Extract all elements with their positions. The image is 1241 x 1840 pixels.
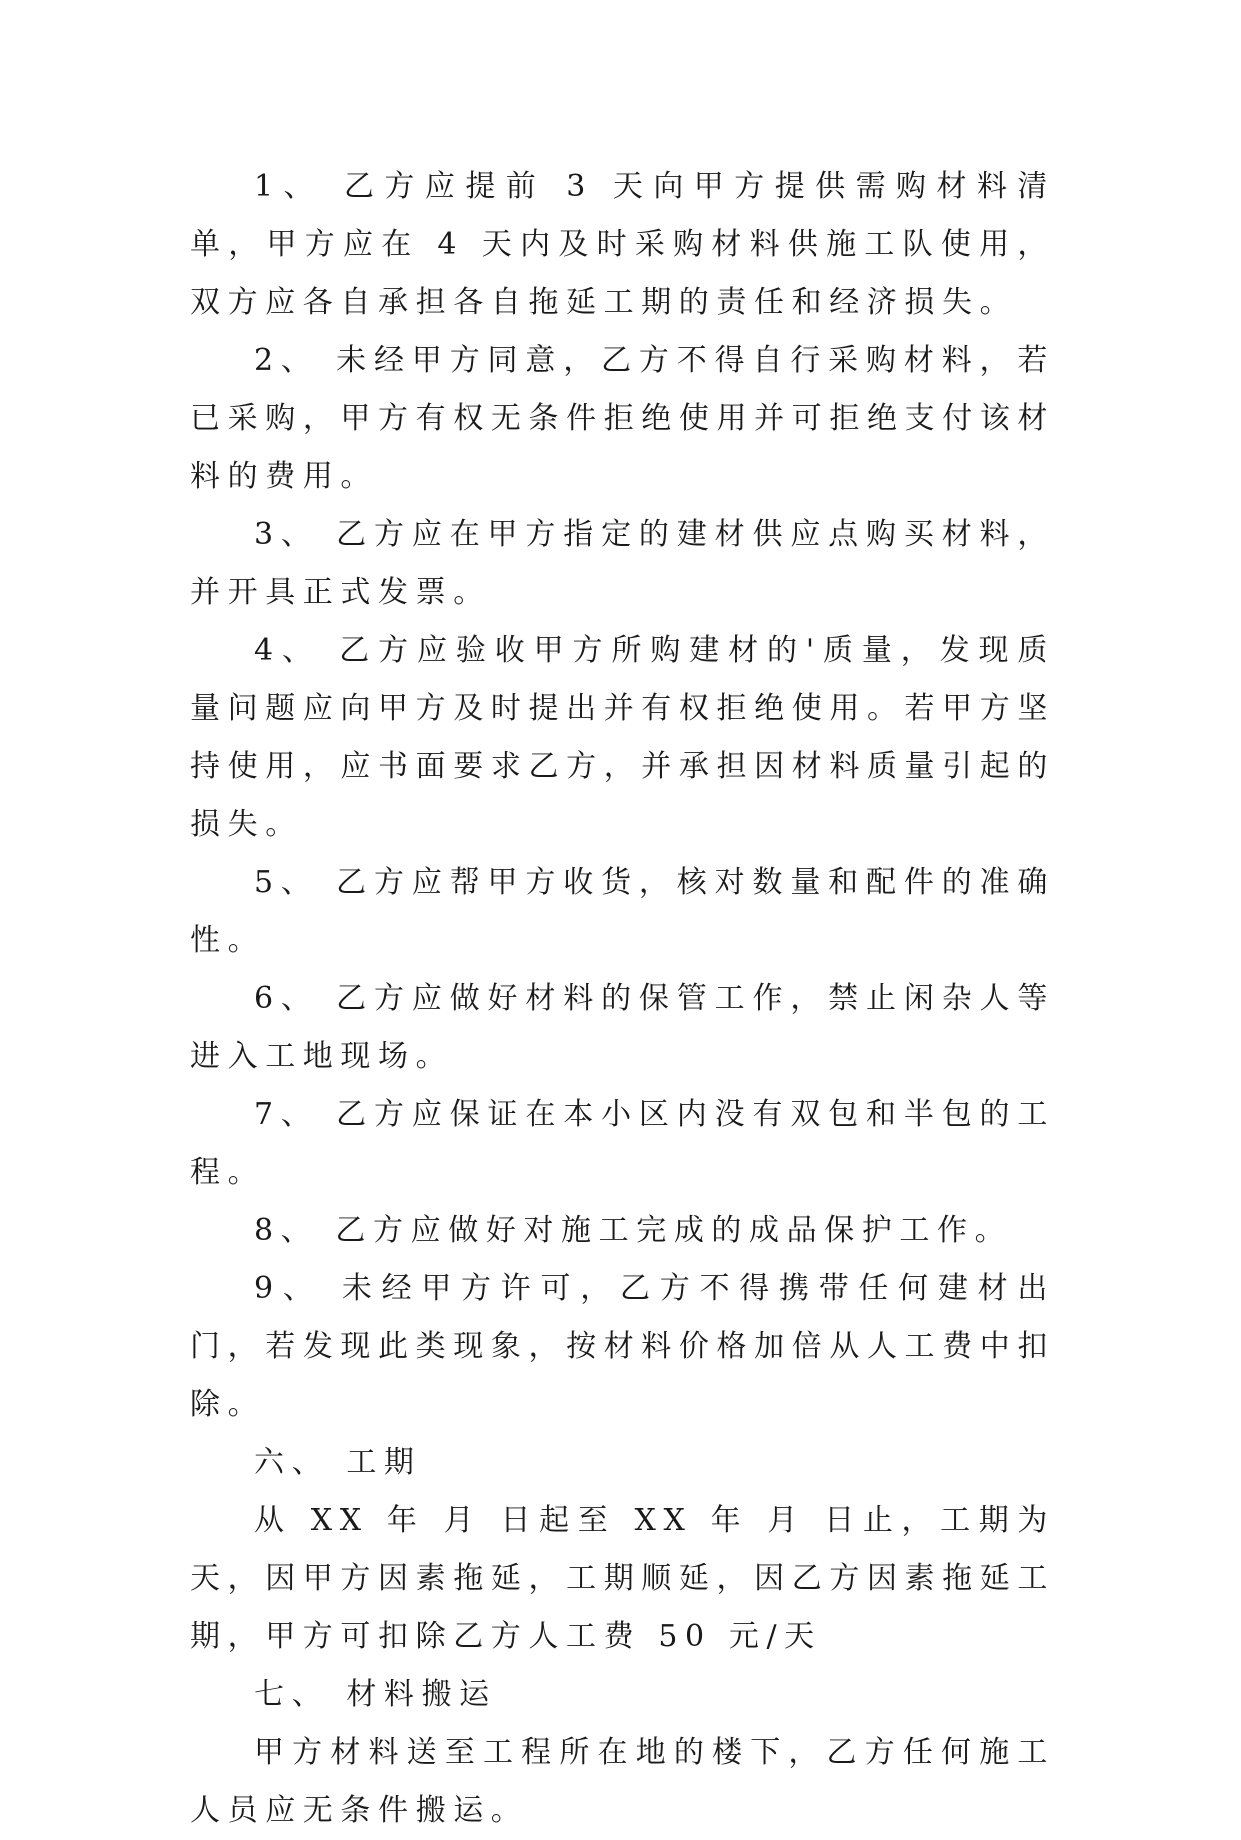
clause-2: 2、 未经甲方同意，乙方不得自行采购材料，若已采购，甲方有权无条件拒绝使用并可拒绝支付该材料的费用。 — [190, 343, 1055, 494]
clause-1: 1、 乙方应提前 3 天向甲方提供需购材料清单，甲方应在 4 天内及时采购材料供施工队使用，双方应各自承担各自拖延工期的责任和经济损失。 — [190, 169, 1055, 320]
clause-8: 8、 乙方应做好对施工完成的成品保护工作。 — [254, 1213, 1013, 1248]
section-heading-material-transport: 七、 材料搬运 — [254, 1677, 497, 1712]
clause-6: 6、 乙方应做好材料的保管工作，禁止闲杂人等进入工地现场。 — [190, 981, 1055, 1074]
clause-4: 4、 乙方应验收甲方所购建材的'质量，发现质量问题应向甲方及时提出并有权拒绝使用。若甲方坚持使用，应书面要求乙方，并承担因材料质量引起的损失。 — [190, 633, 1055, 842]
clause-3: 3、 乙方应在甲方指定的建材供应点购买材料，并开具正式发票。 — [190, 517, 1055, 610]
clause-9: 9、 未经甲方许可，乙方不得携带任何建材出门，若发现此类现象，按材料价格加倍从人工费中扣除。 — [190, 1271, 1055, 1422]
clause-7: 7、 乙方应保证在本小区内没有双包和半包的工程。 — [190, 1097, 1055, 1190]
material-transport-text: 甲方材料送至工程所在地的楼下，乙方任何施工人员应无条件搬运。 — [190, 1735, 1055, 1828]
section-heading-schedule: 六、 工期 — [254, 1445, 422, 1480]
clause-5: 5、 乙方应帮甲方收货，核对数量和配件的准确性。 — [190, 865, 1055, 958]
document-body — [190, 158, 1055, 1840]
schedule-text: 从 XX 年 月 日起至 XX 年 月 日止，工期为 天，因甲方因素拖延，工期顺延，因乙方因素拖延工期，甲方可扣除乙方人工费 50 元/天 — [190, 1503, 1055, 1654]
